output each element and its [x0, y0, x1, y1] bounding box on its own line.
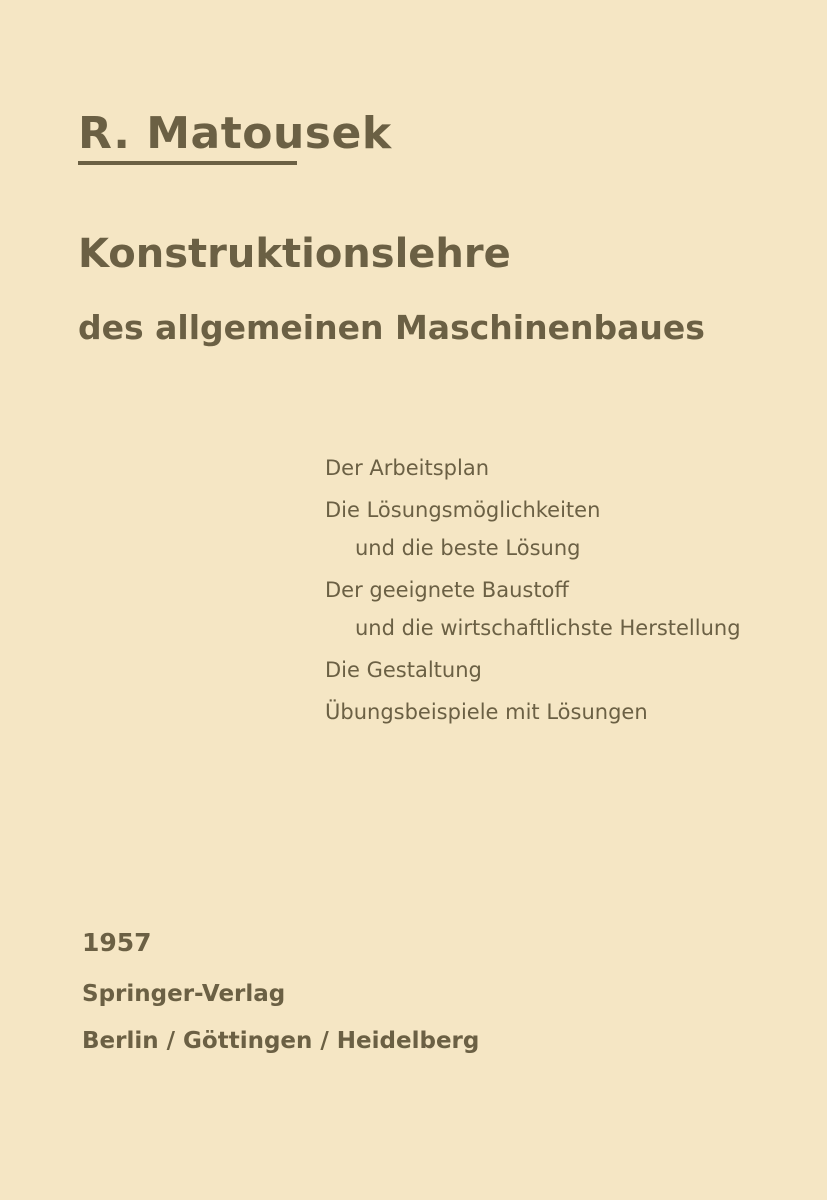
- publisher-name: Springer-Verlag: [82, 981, 286, 1007]
- contents-item-line: Der geeignete Baustoff: [325, 578, 569, 602]
- book-title: Konstruktionslehre: [78, 231, 511, 277]
- publisher-place: Berlin / Göttingen / Heidelberg: [82, 1028, 480, 1054]
- book-subtitle: des allgemeinen Maschinenbaues: [78, 308, 705, 347]
- contents-item-continuation: und die wirtschaftlichste Herstellung: [355, 616, 741, 640]
- contents-item: [325, 651, 741, 689]
- contents-item-line: Die Lösungsmöglichkeiten: [325, 498, 601, 522]
- contents-list: [325, 449, 741, 735]
- contents-item: [325, 693, 741, 731]
- contents-item: [325, 571, 741, 647]
- contents-item-line: Übungsbeispiele mit Lösungen: [325, 700, 648, 724]
- contents-item: [325, 449, 741, 487]
- contents-item-line: Die Gestaltung: [325, 658, 482, 682]
- contents-item-continuation: und die beste Lösung: [355, 536, 581, 560]
- publication-year: 1957: [82, 928, 152, 957]
- author-underline: [78, 161, 297, 165]
- contents-item: [325, 491, 741, 567]
- contents-item-line: Der Arbeitsplan: [325, 456, 490, 480]
- author-name: R. Matousek: [78, 108, 392, 159]
